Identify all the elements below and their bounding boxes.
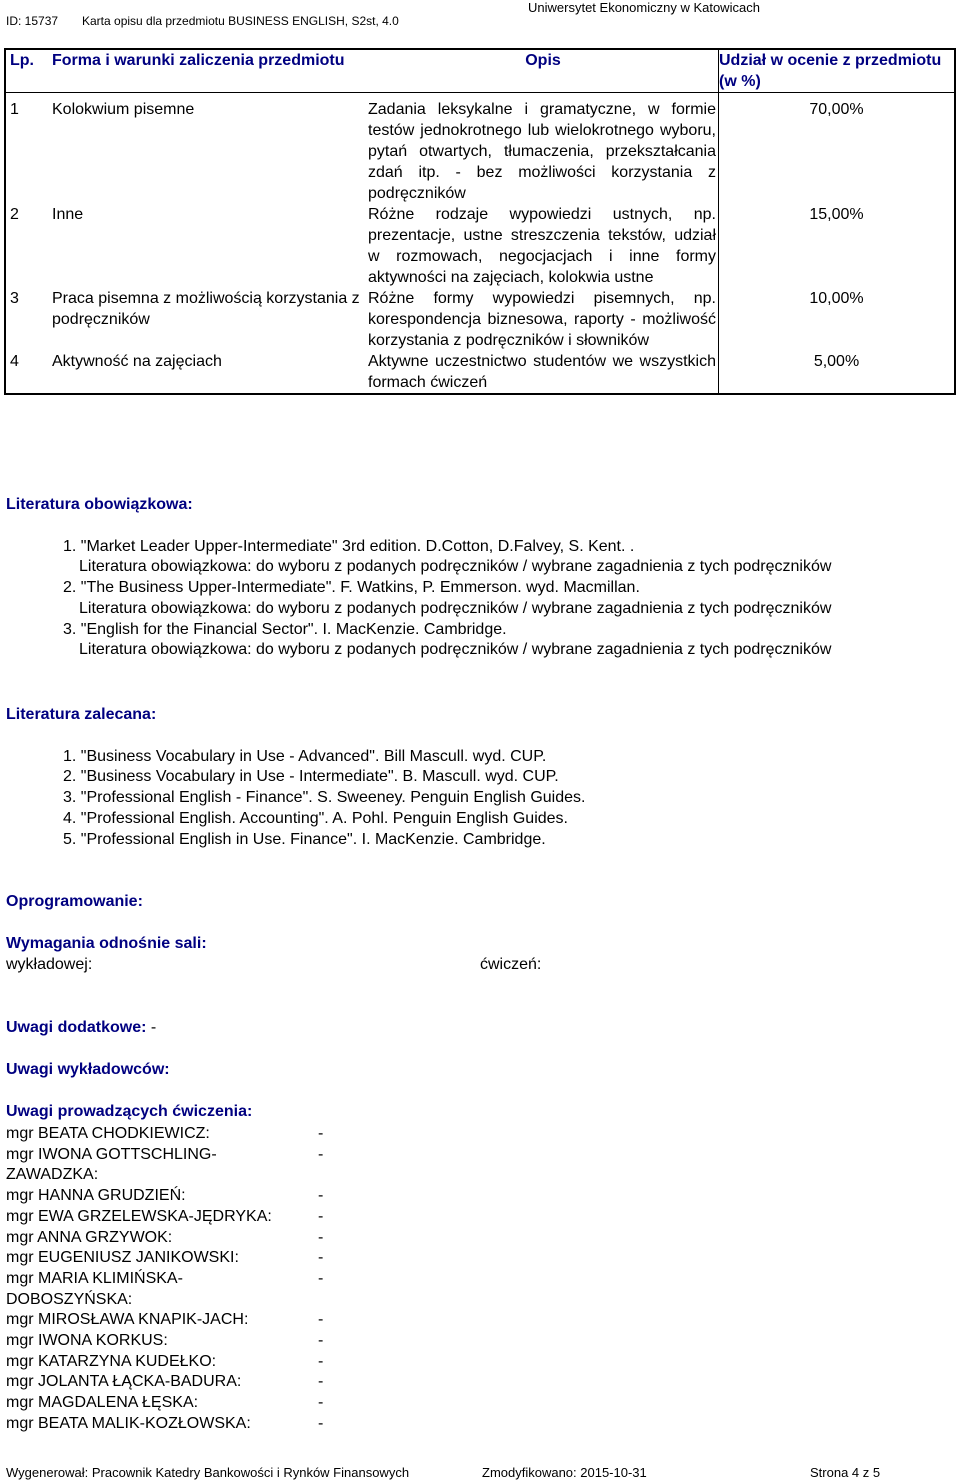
table-header-row — [5, 49, 955, 93]
row-share: 10,00% — [809, 290, 864, 307]
instructor-note-value: - — [318, 1394, 324, 1411]
instructor-name: mgr MAGDALENA ŁĘSKA: — [6, 1394, 199, 1411]
assessment-table — [4, 48, 956, 395]
additional-notes — [6, 1019, 156, 1037]
instructor-name-continued: DOBOSZYŃSKA: — [6, 1291, 133, 1308]
instructor-name: mgr ANNA GRZYWOK: — [6, 1229, 173, 1246]
row-lp: 1 — [10, 101, 19, 118]
row-opis: Aktywne uczestnictwo studentów we wszystkich formach ćwiczeń — [368, 353, 716, 391]
recommended-literature-item: 3. "Professional English - Finance". S. Sweeney. Penguin English Guides. — [63, 789, 586, 806]
required-literature-note: Literatura obowiązkowa: do wyboru z podanych podręczników / wybrane zagadnienia z tych podręczników — [79, 641, 832, 658]
header-form: Forma i warunki zaliczenia przedmiotu — [52, 52, 345, 69]
instructor-name: mgr HANNA GRUDZIEŃ: — [6, 1187, 186, 1204]
row-form: Aktywność na zajęciach — [52, 353, 222, 370]
instructor-name: mgr EWA GRZELEWSKA-JĘDRYKA: — [6, 1208, 272, 1225]
required-literature-item: 1. "Market Leader Upper-Intermediate" 3rd edition. D.Cotton, D.Falvey, S. Kent. . — [63, 538, 635, 555]
row-opis: Zadania leksykalne i gramatyczne, w formie testów jednokrotnego lub wielokrotnego wyboru, pytań otwartych, tłumaczenia, przekształcania zdań itp. - bez możliwości korzystania z podręczników — [368, 101, 716, 202]
header-opis: Opis — [368, 49, 719, 93]
instructor-name: mgr MARIA KLIMIŃSKA- — [6, 1270, 183, 1287]
additional-notes-title: Uwagi dodatkowe: — [6, 1019, 147, 1036]
required-literature-item: 2. "The Business Upper-Intermediate". F. Watkins, P. Emmerson. wyd. Macmillan. — [63, 579, 640, 596]
table-row — [5, 288, 955, 351]
instructor-note-value: - — [318, 1353, 324, 1370]
footer-page: Strona 4 z 5 — [810, 1465, 881, 1480]
row-form: Inne — [52, 206, 84, 223]
instructor-name: mgr IWONA KORKUS: — [6, 1332, 168, 1349]
lecture-room-label: wykładowej: — [6, 956, 93, 973]
instructor-note-value: - — [318, 1187, 324, 1204]
instructor-note-value: - — [318, 1146, 324, 1163]
required-literature-note: Literatura obowiązkowa: do wyboru z podanych podręczników / wybrane zagadnienia z tych podręczników — [79, 600, 832, 617]
row-share: 5,00% — [813, 353, 860, 370]
instructor-note-value: - — [318, 1373, 324, 1390]
instructor-name: mgr IWONA GOTTSCHLING- — [6, 1146, 217, 1163]
header-share: Udział w ocenie z przedmiotu (w %) — [719, 52, 942, 90]
required-literature-title: Literatura obowiązkowa: — [6, 496, 193, 513]
additional-notes-value: - — [150, 1019, 157, 1036]
document-id: ID: 15737 — [6, 14, 59, 28]
recommended-literature-item: 2. "Business Vocabulary in Use - Intermediate". B. Mascull. wyd. CUP. — [63, 768, 559, 785]
row-form: Praca pisemna z możliwością korzystania z podręczników — [52, 290, 360, 328]
lecturer-notes-title: Uwagi wykładowców: — [6, 1061, 170, 1078]
recommended-literature-item: 1. "Business Vocabulary in Use - Advanced". Bill Mascull. wyd. CUP. — [63, 748, 547, 765]
row-lp: 4 — [10, 353, 19, 370]
instructor-note-value: - — [318, 1332, 324, 1349]
row-share: 70,00% — [809, 101, 864, 118]
row-share: 15,00% — [809, 206, 864, 223]
exercise-room-label: ćwiczeń: — [480, 956, 542, 973]
row-opis: Różne formy wypowiedzi pisemnych, np. korespondencja biznesowa, raporty - możliwość korzystania z podręczników i słowników — [368, 290, 716, 349]
row-opis: Różne rodzaje wypowiedzi ustnych, np. prezentacje, ustne streszczenia tekstów, udział w rozmowach, negocjacjach i inne formy aktywności na zajęciach, kolokwia ustne — [368, 206, 716, 286]
footer-modified: Zmodyfikowano: 2015-10-31 — [482, 1465, 647, 1480]
instructor-notes-title: Uwagi prowadzących ćwiczenia: — [6, 1103, 253, 1120]
instructor-name: mgr JOLANTA ŁĄCKA-BADURA: — [6, 1373, 242, 1390]
row-lp: 3 — [10, 290, 19, 307]
footer-author: Wygenerował: Pracownik Katedry Bankowości i Rynków Finansowych — [6, 1465, 410, 1480]
required-literature-note: Literatura obowiązkowa: do wyboru z podanych podręczników / wybrane zagadnienia z tych podręczników — [79, 558, 832, 575]
row-lp: 2 — [10, 206, 19, 223]
table-row — [5, 93, 955, 205]
instructor-note-value: - — [318, 1270, 324, 1287]
instructor-name-continued: ZAWADZKA: — [6, 1166, 99, 1183]
instructor-note-value: - — [318, 1415, 324, 1432]
row-form: Kolokwium pisemne — [52, 101, 195, 118]
table-row — [5, 204, 955, 288]
instructor-name: mgr MIROSŁAWA KNAPIK-JACH: — [6, 1311, 249, 1328]
instructor-name: mgr BEATA MALIK-KOZŁOWSKA: — [6, 1415, 251, 1432]
document-title: Karta opisu dla przedmiotu BUSINESS ENGLISH, S2st, 4.0 — [82, 14, 399, 28]
table-row — [5, 351, 955, 394]
header-lp: Lp. — [10, 52, 34, 69]
instructor-name: mgr BEATA CHODKIEWICZ: — [6, 1125, 210, 1142]
software-title: Oprogramowanie: — [6, 893, 143, 910]
required-literature-item: 3. "English for the Financial Sector". I. MacKenzie. Cambridge. — [63, 621, 507, 638]
recommended-literature-item: 4. "Professional English. Accounting". A. Pohl. Penguin English Guides. — [63, 810, 568, 827]
instructor-note-value: - — [318, 1311, 324, 1328]
instructor-note-value: - — [318, 1208, 324, 1225]
recommended-literature-title: Literatura zalecana: — [6, 706, 157, 723]
instructor-name: mgr KATARZYNA KUDEŁKO: — [6, 1353, 217, 1370]
recommended-literature-item: 5. "Professional English in Use. Finance". I. MacKenzie. Cambridge. — [63, 831, 546, 848]
instructor-note-value: - — [318, 1229, 324, 1246]
instructor-note-value: - — [318, 1125, 324, 1142]
room-requirements-title: Wymagania odnośnie sali: — [6, 935, 207, 952]
instructor-name: mgr EUGENIUSZ JANIKOWSKI: — [6, 1249, 239, 1266]
university-name: Uniwersytet Ekonomiczny w Katowicach — [528, 0, 760, 15]
instructor-note-value: - — [318, 1249, 324, 1266]
